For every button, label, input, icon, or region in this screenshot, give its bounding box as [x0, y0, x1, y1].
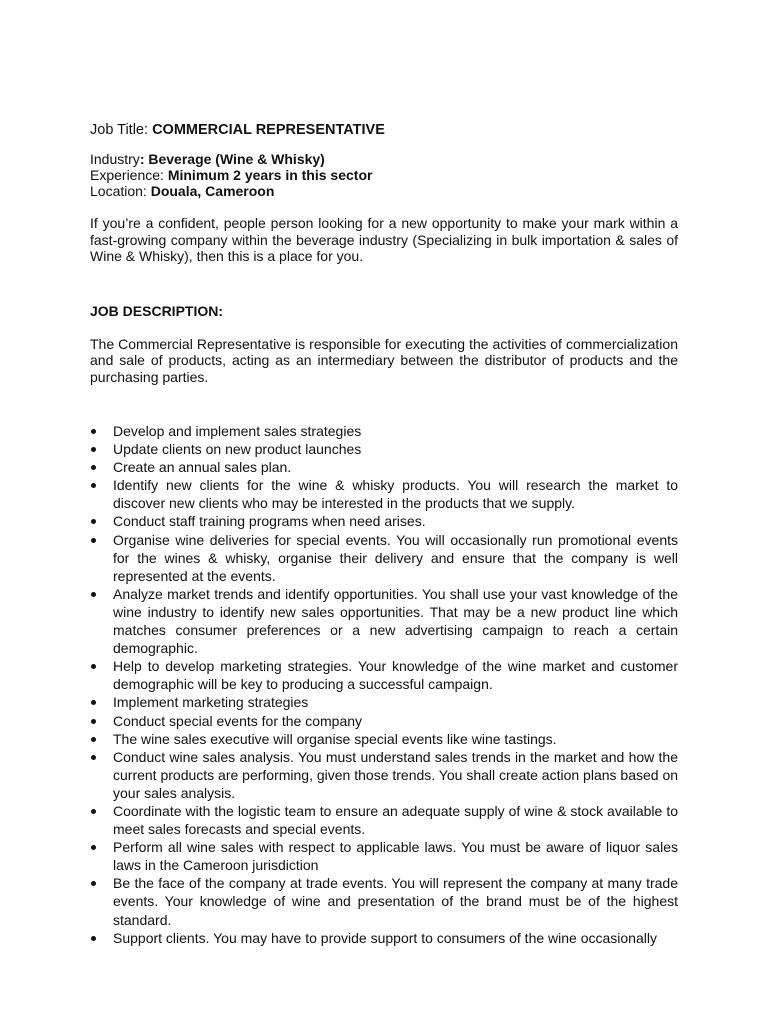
list-item: [90, 730, 678, 748]
list-item-text: Analyze market trends and identify opportunities. You shall use your vast knowledge of the wine industry to identify new sales opportunities. That may be a new product line which matches consumer preferences or a new advertising campaign to reach a certain demographic.: [113, 585, 678, 657]
job-title-label: Job Title:: [90, 122, 153, 138]
list-item: [90, 929, 678, 947]
list-item-text: Coordinate with the logistic team to ensure an adequate supply of wine & stock available to meet sales forecasts and special events.: [113, 802, 678, 838]
job-description-heading: JOB DESCRIPTION:: [90, 302, 224, 319]
list-item: [90, 693, 678, 711]
list-item-text: Conduct staff training programs when need arises.: [113, 513, 426, 530]
list-item: [90, 748, 678, 802]
list-item-text: Perform all wine sales with respect to applicable laws. You must be aware of liquor sales laws in the Cameroon jurisdiction: [113, 839, 678, 874]
job-meta: [90, 151, 678, 199]
document-content: [90, 121, 678, 961]
list-item-text: Identify new clients for the wine & whisky products. You will research the market to discover new clients who may be interested in the products that we supply.: [113, 477, 678, 512]
industry-label: Industry: [90, 151, 140, 167]
job-description-text: The Commercial Representative is responsible for executing the activities of commercialization and sale of products, acting as an intermediary between the distributor of products and the purchasing parties.: [90, 335, 678, 385]
experience-value: Minimum 2 years in this sector: [167, 167, 373, 183]
list-item: [90, 422, 678, 440]
list-item: [90, 874, 678, 928]
list-item: [90, 838, 678, 874]
location-label: Location:: [90, 183, 151, 199]
duties-list: [90, 422, 678, 947]
experience-label: Experience:: [90, 167, 168, 183]
location-line: [90, 183, 678, 199]
list-item-text: Update clients on new product launches: [113, 441, 362, 458]
job-title-line: [90, 121, 678, 139]
list-item-text: The wine sales executive will organise special events like wine tastings.: [113, 730, 557, 747]
list-item: [90, 585, 678, 657]
list-item-text: Support clients. You may have to provide support to consumers of the wine occasionally: [113, 929, 657, 946]
list-item-text: Organise wine deliveries for special events. You will occasionally run promotional events for the wines & whisky, organise their delivery and ensure that the company is well represented at the events.: [113, 531, 678, 584]
list-item-text: Develop and implement sales strategies: [113, 423, 362, 439]
list-item-text: Conduct special events for the company: [113, 712, 363, 729]
intro-paragraph: If you’re a confident, people person looking for a new opportunity to make your mark within a fast-growing company within the beverage industry (Specializing in bulk importation & sales of Wine & Whisky), then this is a place for you.: [90, 215, 678, 264]
list-item: [90, 531, 678, 585]
list-item: [90, 802, 678, 838]
list-item: [90, 440, 678, 458]
list-item: [90, 657, 678, 693]
list-item: [90, 476, 678, 512]
list-item-text: Help to develop marketing strategies. Your knowledge of the wine market and customer demographic will be key to producing a successful campaign.: [113, 658, 678, 693]
list-item-text: Be the face of the company at trade events. You will represent the company at many trade events. Your knowledge of wine and presentation of the brand must be of the highest standard.: [113, 875, 678, 928]
industry-value: : Beverage (Wine & Whisky): [139, 151, 325, 167]
list-item: [90, 712, 678, 730]
list-item-text: Conduct wine sales analysis. You must understand sales trends in the market and how the current products are performing, given those trends. You shall create action plans based on your sales analysis.: [113, 748, 679, 801]
list-item: [90, 512, 678, 530]
list-item: [90, 458, 678, 476]
list-item-text: Implement marketing strategies: [113, 694, 309, 711]
experience-line: [90, 167, 678, 183]
list-item-text: Create an annual sales plan.: [113, 459, 292, 476]
location-value: Douala, Cameroon: [150, 183, 275, 199]
job-title-value: COMMERCIAL REPRESENTATIVE: [152, 122, 385, 138]
industry-line: [90, 151, 678, 167]
